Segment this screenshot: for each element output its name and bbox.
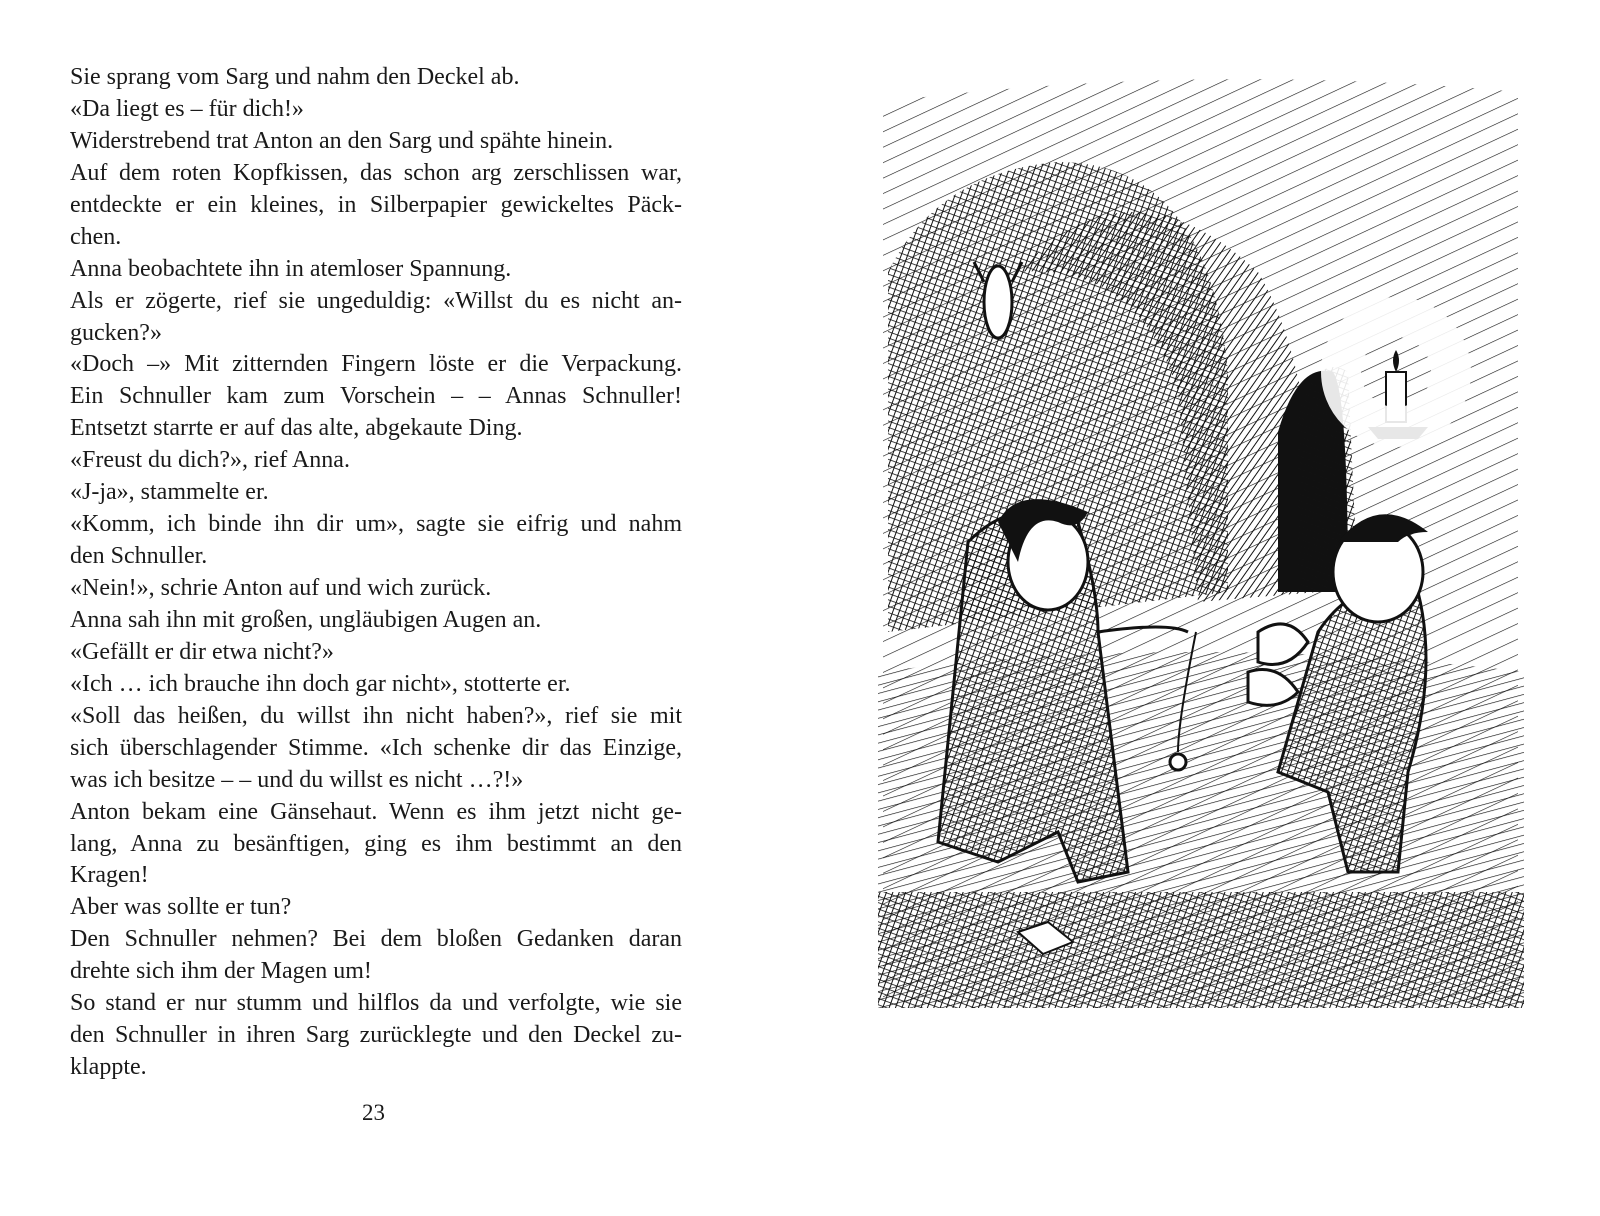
text-line: Widerstrebend trat Anton an den Sarg und spähte hinein. (70, 127, 614, 154)
text-line: den Schnuller. (70, 543, 208, 570)
text-line: Sie sprang vom Sarg und nahm den Deckel ab. (70, 64, 520, 90)
text-line: «Nein!», schrie Anton auf und wich zurück. (70, 575, 492, 601)
text-line: chen. (70, 223, 122, 250)
vault-illustration (878, 72, 1524, 1008)
text-line: drehte sich ihm der Magen um! (70, 958, 372, 985)
text-line: was ich besitze – – und du willst es nicht …?!» (70, 766, 524, 793)
text-line: sich überschlagender Stimme. «Ich schenke dir das Einzige, (70, 734, 682, 761)
text-line: gucken?» (70, 319, 162, 346)
text-line: «Soll das heißen, du willst ihn nicht haben?», rief sie mit (70, 702, 682, 729)
text-line: lang, Anna zu besänftigen, ging es ihm bestimmt an den (70, 830, 682, 857)
text-line: «Komm, ich binde ihn dir um», sagte sie eifrig und nahm (70, 511, 682, 538)
text-line: Entsetzt starrte er auf das alte, abgekaute Ding. (70, 415, 523, 442)
text-line: Auf dem roten Kopfkissen, das schon arg zerschlissen war, (70, 159, 682, 186)
text-line: Den Schnuller nehmen? Bei dem bloßen Gedanken daran (70, 926, 682, 953)
text-line: Aber was sollte er tun? (70, 894, 292, 921)
text-line: «J-ja», stammelte er. (70, 479, 269, 506)
text-line: Anna beobachtete ihn in atemloser Spannung. (70, 255, 512, 282)
text-line: Als er zögerte, rief sie ungeduldig: «Willst du es nicht an- (70, 287, 682, 314)
text-line: Ein Schnuller kam zum Vorschein – – Annas Schnuller! (70, 383, 682, 410)
text-line: Anna sah ihn mit großen, ungläubigen Augen an. (70, 606, 542, 633)
text-line: So stand er nur stumm und hilflos da und verfolgte, wie sie (70, 990, 682, 1017)
text-line: «Freust du dich?», rief Anna. (70, 447, 350, 474)
text-line: «Gefällt er dir etwa nicht?» (70, 638, 334, 665)
text-line: Kragen! (70, 862, 149, 889)
page-text (70, 62, 682, 1084)
candle-icon (1341, 317, 1451, 439)
floor-shadow (878, 892, 1524, 1008)
text-line: den Schnuller in ihren Sarg zurücklegte und den Deckel zu- (70, 1022, 682, 1049)
text-line: klappte. (70, 1054, 147, 1081)
text-line: «Da liegt es – für dich!» (70, 95, 304, 122)
text-line: Anton bekam eine Gänsehaut. Wenn es ihm jetzt nicht ge- (70, 798, 682, 825)
text-line: «Ich … ich brauche ihn doch gar nicht», stotterte er. (70, 670, 571, 697)
text-line: entdeckte er ein kleines, in Silberpapier gewickeltes Päck- (70, 191, 682, 218)
page-number: 23 (362, 1100, 385, 1125)
text-line: «Doch –» Mit zitternden Fingern löste er die Verpackung. (70, 351, 682, 378)
